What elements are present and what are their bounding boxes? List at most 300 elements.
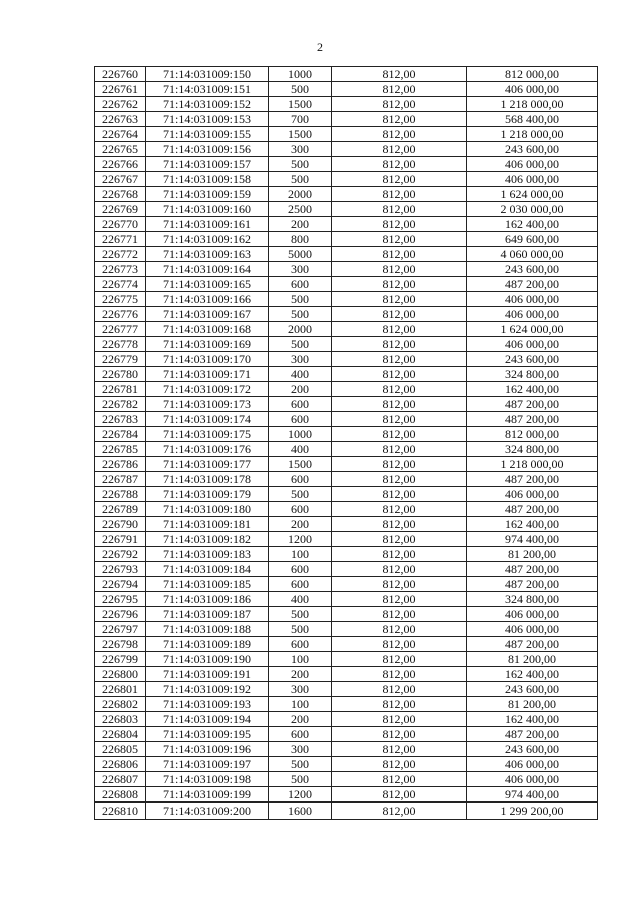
area-cell: 2000: [269, 187, 332, 202]
area-cell: 500: [269, 772, 332, 787]
cadastral-number-cell: 71:14:031009:174: [146, 412, 269, 427]
record-id-cell: 226806: [95, 757, 146, 772]
table-row: [95, 172, 598, 187]
record-id-cell: 226808: [95, 787, 146, 803]
cadastral-number-cell: 71:14:031009:198: [146, 772, 269, 787]
unit-price-cell: 812,00: [332, 322, 467, 337]
total-value-cell: 324 800,00: [467, 367, 598, 382]
unit-price-cell: 812,00: [332, 262, 467, 277]
cadastral-number-cell: 71:14:031009:164: [146, 262, 269, 277]
table-row: [95, 502, 598, 517]
total-value-cell: 487 200,00: [467, 472, 598, 487]
cadastral-number-cell: 71:14:031009:188: [146, 622, 269, 637]
cadastral-number-cell: 71:14:031009:162: [146, 232, 269, 247]
unit-price-cell: 812,00: [332, 517, 467, 532]
table-row: [95, 142, 598, 157]
area-cell: 1500: [269, 457, 332, 472]
total-value-cell: 1 299 200,00: [467, 802, 598, 820]
record-id-cell: 226780: [95, 367, 146, 382]
cadastral-number-cell: 71:14:031009:195: [146, 727, 269, 742]
unit-price-cell: 812,00: [332, 772, 467, 787]
area-cell: 400: [269, 592, 332, 607]
area-cell: 500: [269, 487, 332, 502]
cadastral-number-cell: 71:14:031009:189: [146, 637, 269, 652]
unit-price-cell: 812,00: [332, 292, 467, 307]
total-value-cell: 487 200,00: [467, 562, 598, 577]
cadastral-number-cell: 71:14:031009:186: [146, 592, 269, 607]
area-cell: 2500: [269, 202, 332, 217]
total-value-cell: 487 200,00: [467, 397, 598, 412]
cadastral-number-cell: 71:14:031009:168: [146, 322, 269, 337]
unit-price-cell: 812,00: [332, 427, 467, 442]
cadastral-number-cell: 71:14:031009:192: [146, 682, 269, 697]
table-row: [95, 262, 598, 277]
unit-price-cell: 812,00: [332, 232, 467, 247]
table-row: [95, 382, 598, 397]
unit-price-cell: 812,00: [332, 562, 467, 577]
record-id-cell: 226778: [95, 337, 146, 352]
area-cell: 100: [269, 547, 332, 562]
cadastral-number-cell: 71:14:031009:177: [146, 457, 269, 472]
total-value-cell: 162 400,00: [467, 712, 598, 727]
total-value-cell: 243 600,00: [467, 142, 598, 157]
cadastral-number-cell: 71:14:031009:155: [146, 127, 269, 142]
table-row: [95, 307, 598, 322]
record-id-cell: 226771: [95, 232, 146, 247]
total-value-cell: 406 000,00: [467, 487, 598, 502]
area-cell: 400: [269, 367, 332, 382]
unit-price-cell: 812,00: [332, 97, 467, 112]
cadastral-number-cell: 71:14:031009:161: [146, 217, 269, 232]
record-id-cell: 226800: [95, 667, 146, 682]
cadastral-number-cell: 71:14:031009:197: [146, 757, 269, 772]
table-row: [95, 337, 598, 352]
record-id-cell: 226784: [95, 427, 146, 442]
cadastral-number-cell: 71:14:031009:156: [146, 142, 269, 157]
cadastral-number-cell: 71:14:031009:166: [146, 292, 269, 307]
area-cell: 1200: [269, 787, 332, 803]
unit-price-cell: 812,00: [332, 592, 467, 607]
record-id-cell: 226765: [95, 142, 146, 157]
cadastral-number-cell: 71:14:031009:193: [146, 697, 269, 712]
record-id-cell: 226760: [95, 67, 146, 82]
table-row: [95, 277, 598, 292]
table-row: [95, 427, 598, 442]
unit-price-cell: 812,00: [332, 712, 467, 727]
cadastral-number-cell: 71:14:031009:159: [146, 187, 269, 202]
total-value-cell: 487 200,00: [467, 502, 598, 517]
unit-price-cell: 812,00: [332, 172, 467, 187]
table-row: [95, 742, 598, 757]
cadastral-number-cell: 71:14:031009:153: [146, 112, 269, 127]
unit-price-cell: 812,00: [332, 457, 467, 472]
unit-price-cell: 812,00: [332, 337, 467, 352]
area-cell: 300: [269, 142, 332, 157]
total-value-cell: 487 200,00: [467, 412, 598, 427]
record-id-cell: 226776: [95, 307, 146, 322]
table-row: [95, 472, 598, 487]
area-cell: 1000: [269, 427, 332, 442]
table-row: [95, 637, 598, 652]
unit-price-cell: 812,00: [332, 652, 467, 667]
record-id-cell: 226779: [95, 352, 146, 367]
cadastral-number-cell: 71:14:031009:158: [146, 172, 269, 187]
total-value-cell: 1 218 000,00: [467, 457, 598, 472]
unit-price-cell: 812,00: [332, 637, 467, 652]
unit-price-cell: 812,00: [332, 787, 467, 803]
record-id-cell: 226793: [95, 562, 146, 577]
area-cell: 400: [269, 442, 332, 457]
cadastral-number-cell: 71:14:031009:169: [146, 337, 269, 352]
unit-price-cell: 812,00: [332, 502, 467, 517]
unit-price-cell: 812,00: [332, 67, 467, 82]
unit-price-cell: 812,00: [332, 142, 467, 157]
cadastral-number-cell: 71:14:031009:199: [146, 787, 269, 803]
record-id-cell: 226767: [95, 172, 146, 187]
total-value-cell: 1 218 000,00: [467, 97, 598, 112]
table-row: [95, 412, 598, 427]
table-row: [95, 682, 598, 697]
cadastral-number-cell: 71:14:031009:171: [146, 367, 269, 382]
table-row: [95, 112, 598, 127]
area-cell: 500: [269, 157, 332, 172]
record-id-cell: 226792: [95, 547, 146, 562]
unit-price-cell: 812,00: [332, 277, 467, 292]
area-cell: 500: [269, 757, 332, 772]
unit-price-cell: 812,00: [332, 697, 467, 712]
total-value-cell: 974 400,00: [467, 532, 598, 547]
total-value-cell: 487 200,00: [467, 727, 598, 742]
table-row: [95, 127, 598, 142]
total-value-cell: 162 400,00: [467, 217, 598, 232]
total-value-cell: 324 800,00: [467, 442, 598, 457]
cadastral-number-cell: 71:14:031009:163: [146, 247, 269, 262]
table-row: [95, 622, 598, 637]
total-value-cell: 487 200,00: [467, 637, 598, 652]
cadastral-number-cell: 71:14:031009:167: [146, 307, 269, 322]
total-value-cell: 81 200,00: [467, 697, 598, 712]
area-cell: 500: [269, 607, 332, 622]
unit-price-cell: 812,00: [332, 382, 467, 397]
record-id-cell: 226805: [95, 742, 146, 757]
cadastral-number-cell: 71:14:031009:191: [146, 667, 269, 682]
total-value-cell: 243 600,00: [467, 262, 598, 277]
table-row: [95, 397, 598, 412]
total-value-cell: 243 600,00: [467, 742, 598, 757]
area-cell: 500: [269, 307, 332, 322]
unit-price-cell: 812,00: [332, 802, 467, 820]
cadastral-number-cell: 71:14:031009:187: [146, 607, 269, 622]
total-value-cell: 1 218 000,00: [467, 127, 598, 142]
area-cell: 2000: [269, 322, 332, 337]
unit-price-cell: 812,00: [332, 757, 467, 772]
cadastral-number-cell: 71:14:031009:184: [146, 562, 269, 577]
total-value-cell: 568 400,00: [467, 112, 598, 127]
table-row: [95, 292, 598, 307]
page-number: 2: [317, 40, 323, 54]
cadastral-number-cell: 71:14:031009:160: [146, 202, 269, 217]
total-value-cell: 406 000,00: [467, 337, 598, 352]
total-value-cell: 4 060 000,00: [467, 247, 598, 262]
unit-price-cell: 812,00: [332, 442, 467, 457]
record-id-cell: 226803: [95, 712, 146, 727]
table-row: [95, 217, 598, 232]
record-id-cell: 226764: [95, 127, 146, 142]
record-id-cell: 226782: [95, 397, 146, 412]
area-cell: 200: [269, 667, 332, 682]
unit-price-cell: 812,00: [332, 547, 467, 562]
total-value-cell: 406 000,00: [467, 307, 598, 322]
unit-price-cell: 812,00: [332, 112, 467, 127]
table-row: [95, 727, 598, 742]
record-id-cell: 226789: [95, 502, 146, 517]
total-value-cell: 406 000,00: [467, 172, 598, 187]
cadastral-number-cell: 71:14:031009:180: [146, 502, 269, 517]
unit-price-cell: 812,00: [332, 397, 467, 412]
cadastral-number-cell: 71:14:031009:196: [146, 742, 269, 757]
cadastral-number-cell: 71:14:031009:170: [146, 352, 269, 367]
record-id-cell: 226762: [95, 97, 146, 112]
unit-price-cell: 812,00: [332, 82, 467, 97]
record-id-cell: 226785: [95, 442, 146, 457]
record-id-cell: 226763: [95, 112, 146, 127]
area-cell: 500: [269, 622, 332, 637]
record-id-cell: 226797: [95, 622, 146, 637]
area-cell: 300: [269, 262, 332, 277]
unit-price-cell: 812,00: [332, 742, 467, 757]
area-cell: 1500: [269, 127, 332, 142]
record-id-cell: 226802: [95, 697, 146, 712]
record-id-cell: 226799: [95, 652, 146, 667]
record-id-cell: 226781: [95, 382, 146, 397]
record-id-cell: 226788: [95, 487, 146, 502]
total-value-cell: 243 600,00: [467, 352, 598, 367]
total-value-cell: 406 000,00: [467, 157, 598, 172]
area-cell: 200: [269, 712, 332, 727]
area-cell: 500: [269, 292, 332, 307]
unit-price-cell: 812,00: [332, 307, 467, 322]
record-id-cell: 226810: [95, 802, 146, 820]
record-id-cell: 226804: [95, 727, 146, 742]
table-row: [95, 97, 598, 112]
table-row: [95, 562, 598, 577]
area-cell: 600: [269, 277, 332, 292]
total-value-cell: 162 400,00: [467, 517, 598, 532]
record-id-cell: 226761: [95, 82, 146, 97]
table-row: [95, 577, 598, 592]
area-cell: 800: [269, 232, 332, 247]
record-id-cell: 226769: [95, 202, 146, 217]
table-row: [95, 232, 598, 247]
area-cell: 500: [269, 82, 332, 97]
total-value-cell: 324 800,00: [467, 592, 598, 607]
cadastral-number-cell: 71:14:031009:179: [146, 487, 269, 502]
total-value-cell: 1 624 000,00: [467, 322, 598, 337]
table-row: [95, 652, 598, 667]
area-cell: 600: [269, 472, 332, 487]
cadastral-number-cell: 71:14:031009:185: [146, 577, 269, 592]
cadastral-number-cell: 71:14:031009:178: [146, 472, 269, 487]
area-cell: 600: [269, 502, 332, 517]
unit-price-cell: 812,00: [332, 667, 467, 682]
area-cell: 500: [269, 172, 332, 187]
table-row: [95, 787, 598, 803]
record-id-cell: 226775: [95, 292, 146, 307]
cadastral-number-cell: 71:14:031009:182: [146, 532, 269, 547]
area-cell: 300: [269, 682, 332, 697]
unit-price-cell: 812,00: [332, 247, 467, 262]
record-id-cell: 226787: [95, 472, 146, 487]
table-row: [95, 697, 598, 712]
cadastral-number-cell: 71:14:031009:175: [146, 427, 269, 442]
land-plot-table: [94, 66, 598, 820]
table-row: [95, 802, 598, 820]
total-value-cell: 1 624 000,00: [467, 187, 598, 202]
table-row: [95, 367, 598, 382]
total-value-cell: 406 000,00: [467, 772, 598, 787]
table-row: [95, 667, 598, 682]
area-cell: 700: [269, 112, 332, 127]
table-row: [95, 547, 598, 562]
table-row: [95, 712, 598, 727]
table-row: [95, 82, 598, 97]
total-value-cell: 406 000,00: [467, 622, 598, 637]
total-value-cell: 162 400,00: [467, 667, 598, 682]
area-cell: 100: [269, 652, 332, 667]
area-cell: 1200: [269, 532, 332, 547]
record-id-cell: 226774: [95, 277, 146, 292]
record-id-cell: 226795: [95, 592, 146, 607]
area-cell: 300: [269, 352, 332, 367]
area-cell: 500: [269, 337, 332, 352]
total-value-cell: 162 400,00: [467, 382, 598, 397]
table-row: [95, 157, 598, 172]
record-id-cell: 226768: [95, 187, 146, 202]
total-value-cell: 812 000,00: [467, 427, 598, 442]
record-id-cell: 226791: [95, 532, 146, 547]
unit-price-cell: 812,00: [332, 217, 467, 232]
area-cell: 600: [269, 412, 332, 427]
unit-price-cell: 812,00: [332, 622, 467, 637]
record-id-cell: 226790: [95, 517, 146, 532]
unit-price-cell: 812,00: [332, 187, 467, 202]
area-cell: 5000: [269, 247, 332, 262]
total-value-cell: 406 000,00: [467, 82, 598, 97]
cadastral-number-cell: 71:14:031009:183: [146, 547, 269, 562]
cadastral-number-cell: 71:14:031009:181: [146, 517, 269, 532]
total-value-cell: 487 200,00: [467, 277, 598, 292]
unit-price-cell: 812,00: [332, 127, 467, 142]
record-id-cell: 226777: [95, 322, 146, 337]
total-value-cell: 2 030 000,00: [467, 202, 598, 217]
unit-price-cell: 812,00: [332, 487, 467, 502]
table-row: [95, 607, 598, 622]
cadastral-number-cell: 71:14:031009:194: [146, 712, 269, 727]
table-row: [95, 352, 598, 367]
table-row: [95, 772, 598, 787]
total-value-cell: 81 200,00: [467, 652, 598, 667]
area-cell: 1500: [269, 97, 332, 112]
area-cell: 200: [269, 382, 332, 397]
table-row: [95, 187, 598, 202]
table-row: [95, 457, 598, 472]
unit-price-cell: 812,00: [332, 577, 467, 592]
total-value-cell: 81 200,00: [467, 547, 598, 562]
cadastral-number-cell: 71:14:031009:200: [146, 802, 269, 820]
cadastral-number-cell: 71:14:031009:190: [146, 652, 269, 667]
area-cell: 300: [269, 742, 332, 757]
unit-price-cell: 812,00: [332, 367, 467, 382]
area-cell: 100: [269, 697, 332, 712]
area-cell: 600: [269, 637, 332, 652]
cadastral-number-cell: 71:14:031009:165: [146, 277, 269, 292]
area-cell: 600: [269, 562, 332, 577]
record-id-cell: 226770: [95, 217, 146, 232]
record-id-cell: 226773: [95, 262, 146, 277]
total-value-cell: 406 000,00: [467, 757, 598, 772]
unit-price-cell: 812,00: [332, 607, 467, 622]
cadastral-number-cell: 71:14:031009:176: [146, 442, 269, 457]
record-id-cell: 226786: [95, 457, 146, 472]
land-plot-table-body: [95, 67, 598, 820]
table-row: [95, 442, 598, 457]
cadastral-number-cell: 71:14:031009:150: [146, 67, 269, 82]
table-row: [95, 757, 598, 772]
cadastral-number-cell: 71:14:031009:151: [146, 82, 269, 97]
table-row: [95, 202, 598, 217]
area-cell: 200: [269, 517, 332, 532]
cadastral-number-cell: 71:14:031009:152: [146, 97, 269, 112]
cadastral-number-cell: 71:14:031009:157: [146, 157, 269, 172]
area-cell: 200: [269, 217, 332, 232]
table-row: [95, 532, 598, 547]
area-cell: 1600: [269, 802, 332, 820]
record-id-cell: 226766: [95, 157, 146, 172]
table-row: [95, 517, 598, 532]
total-value-cell: 406 000,00: [467, 607, 598, 622]
table-row: [95, 247, 598, 262]
record-id-cell: 226772: [95, 247, 146, 262]
area-cell: 1000: [269, 67, 332, 82]
table-row: [95, 592, 598, 607]
unit-price-cell: 812,00: [332, 682, 467, 697]
record-id-cell: 226794: [95, 577, 146, 592]
unit-price-cell: 812,00: [332, 727, 467, 742]
unit-price-cell: 812,00: [332, 157, 467, 172]
total-value-cell: 243 600,00: [467, 682, 598, 697]
unit-price-cell: 812,00: [332, 202, 467, 217]
record-id-cell: 226801: [95, 682, 146, 697]
table-row: [95, 67, 598, 82]
unit-price-cell: 812,00: [332, 412, 467, 427]
total-value-cell: 487 200,00: [467, 577, 598, 592]
total-value-cell: 649 600,00: [467, 232, 598, 247]
total-value-cell: 812 000,00: [467, 67, 598, 82]
unit-price-cell: 812,00: [332, 352, 467, 367]
table-row: [95, 322, 598, 337]
unit-price-cell: 812,00: [332, 532, 467, 547]
total-value-cell: 406 000,00: [467, 292, 598, 307]
cadastral-number-cell: 71:14:031009:172: [146, 382, 269, 397]
area-cell: 600: [269, 577, 332, 592]
record-id-cell: 226783: [95, 412, 146, 427]
table-row: [95, 487, 598, 502]
record-id-cell: 226807: [95, 772, 146, 787]
area-cell: 600: [269, 397, 332, 412]
cadastral-number-cell: 71:14:031009:173: [146, 397, 269, 412]
area-cell: 600: [269, 727, 332, 742]
total-value-cell: 974 400,00: [467, 787, 598, 803]
